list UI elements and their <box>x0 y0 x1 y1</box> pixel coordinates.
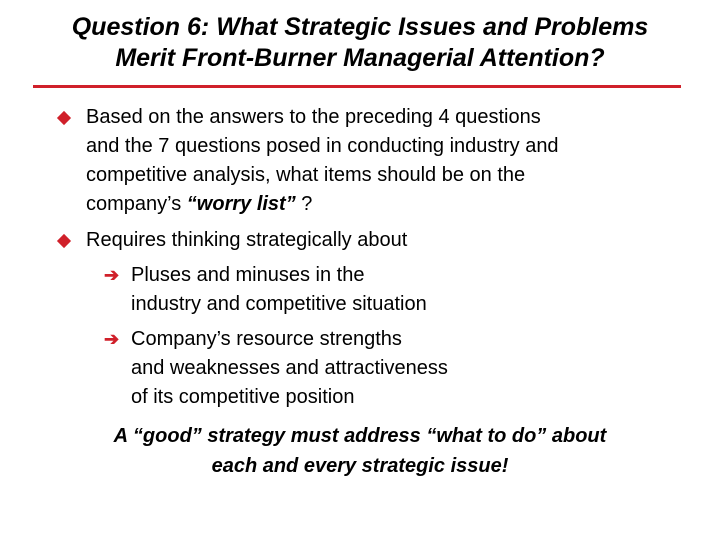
bullet-1-suffix: ? <box>295 193 313 215</box>
bullet-1-line-3: competitive analysis, what items should be on the <box>86 164 526 186</box>
bullet-1-line-2: and the 7 questions posed in conducting industry and <box>86 135 559 157</box>
diamond-icon <box>57 111 71 125</box>
slide-title <box>0 12 720 74</box>
sub-bullet-2 <box>131 325 448 412</box>
bullet-2-line-1: Requires thinking strategically about <box>86 229 408 251</box>
title-line-1: Question 6: What Strategic Issues and Problems <box>71 13 649 41</box>
sub-bullet-2-line-3: of its competitive position <box>131 386 355 408</box>
sub-bullet-2-line-1: Company’s resource strengths <box>131 328 402 350</box>
sub-bullet-1-line-2: industry and competitive situation <box>131 293 427 315</box>
closing-statement <box>0 421 720 481</box>
closing-line-2: each and every strategic issue! <box>211 455 509 477</box>
title-divider <box>33 85 681 88</box>
sub-bullet-2-line-2: and weaknesses and attractiveness <box>131 357 448 379</box>
bullet-1-line-4 <box>86 190 559 219</box>
closing-line-1: A “good” strategy must address “what to do” about <box>113 425 607 447</box>
arrow-right-icon: ➔ <box>104 329 120 349</box>
sub-bullet-1 <box>131 261 427 319</box>
bullet-1 <box>86 103 559 219</box>
sub-bullet-1-line-1: Pluses and minuses in the <box>131 264 365 286</box>
diamond-icon <box>57 234 71 248</box>
title-line-2: Merit Front-Burner Managerial Attention? <box>115 44 605 72</box>
worry-list-emphasis: “worry list” <box>186 193 296 215</box>
arrow-right-icon: ➔ <box>104 265 120 285</box>
bullet-2 <box>86 226 407 255</box>
bullet-1-line-1: Based on the answers to the preceding 4 questions <box>86 106 541 128</box>
bullet-1-prefix: company’s <box>86 193 187 215</box>
